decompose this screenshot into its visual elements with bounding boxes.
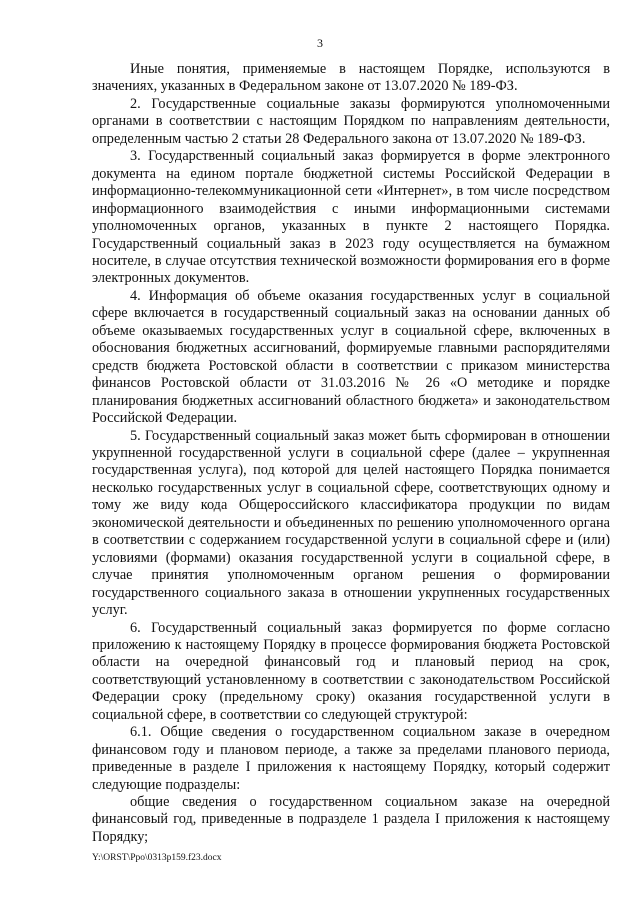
file-path-footer: Y:\ORST\Ppo\0313p159.f23.docx [92,853,222,863]
paragraph-item-6-1: 6.1. Общие сведения о государственном социальном заказе в очередном финансовом году и плановом периоде, а также за пределами планового периода, приведенные в разделе I приложения к настоящему Порядку, который содержит следующие подразделы: [92,724,610,793]
paragraph-item-2: 2. Государственные социальные заказы формируются уполномоченными органами в соответствии с настоящим Порядком по направлениям деятельности, определенным частью 2 статьи 28 Федерального закона от 13.07.2020 № 189-ФЗ. [92,95,610,147]
paragraph-other-concepts: Иные понятия, применяемые в настоящем Порядке, используются в значениях, указанных в Федеральном законе от 13.07.2020 № 189-ФЗ. [92,61,610,95]
document-body [92,61,610,846]
paragraph-item-5: 5. Государственный социальный заказ может быть сформирован в отношении укрупненной государственной услуги в социальной сфере (далее – укрупненная государственная услуга), под которой для целей настоящего Порядка понимается несколько государственных услуг в социальной сфере, соответствующих одному и тому же виду кода Общероссийского классификатора продукции по видам экономической деятельности и объединенных по решению уполномоченного органа в соответствии с содержанием государственной услуги в социальной сфере и (или) условиями (формами) оказания государственной услуги в социальной сфере, в случае принятия уполномоченным органом решения о формировании государственного социального заказа в отношении укрупненных государственных услуг. [92,427,610,619]
paragraph-item-6: 6. Государственный социальный заказ формируется по форме согласно приложению к настоящему Порядку в процессе формирования бюджета Ростовской области на очередной финансовый год и плановый период на срок, соответствующий установленному в соответствии с законодательством Российской Федерации сроку (предельному сроку) оказания государственной услуги в социальной сфере, в соответствии со следующей структурой: [92,619,610,723]
paragraph-subsection-1: общие сведения о государственном социальном заказе на очередной финансовый год, приведенные в подразделе 1 раздела I приложения к настоящему Порядку; [92,794,610,845]
paragraph-item-3: 3. Государственный социальный заказ формируется в форме электронного документа на едином портале бюджетной системы Российской Федерации в информационно-телекоммуникационной сети «Интернет», в том числе посредством информационного взаимодействия с иными информационными системами уполномоченных органов, указанных в пункте 2 настоящего Порядка. Государственный социальный заказ в 2023 году осуществляется на бумажном носителе, в случае отсутствия технической возможности формирования его в форме электронных документов. [92,148,610,287]
paragraph-item-4: 4. Информация об объеме оказания государственных услуг в социальной сфере включается в государственный социальный заказ на основании данных об объеме оказываемых государственных услуг в социальной сфере, включенных в обоснования бюджетных ассигнований, формируемые главными распорядителями средств бюджета Ростовской области в соответствии с приказом министерства финансов Ростовской области от 31.03.2016 № 26 «О методике и порядке планирования бюджетных ассигнований областного бюджета» и законодательством Российской Федерации. [92,287,610,427]
page-number: 3 [317,36,323,50]
